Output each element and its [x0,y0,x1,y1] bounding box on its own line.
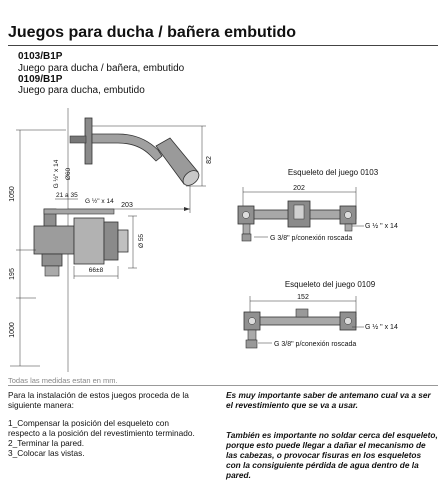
product-code-0103: 0103/B1P [18,51,63,62]
skeleton-0109-connection-label: G 3/8" p/conexión roscada [274,341,357,348]
skeleton-0109-connection [258,341,356,348]
skeleton-0109-thread [352,323,398,331]
dim-1000 [9,298,40,366]
product-code-0109: 0109/B1P [18,74,63,85]
bottom-divider [8,385,438,386]
important-warning: Es muy importante saber de antemano cual va a ser el revestimiento que se va a usar. [226,390,431,410]
skeleton-0103-connection [254,235,352,242]
shower-head [156,138,202,188]
install-intro: Para la instalación de estos juegos proceda de la siguiente manera: [8,390,189,410]
install-step: respecto a la posición del revestimiento terminado. [8,428,195,438]
measurement-note: Todas las medidas estan en mm. [8,376,118,385]
dim-66 [74,266,118,279]
dim-60-label: Ø60 [65,167,72,181]
skeleton-0103-label: Esqueleto del juego 0103 [287,168,379,177]
pipe-thread-label: G ½" x 14 [53,159,60,189]
install-step: 1_Compensar la posición del esqueleto con [8,418,169,428]
valve-body [34,218,128,276]
skeleton-0109-label: Esqueleto del juego 0109 [284,280,376,289]
product-desc-0103: Juego para ducha / bañera, embutido [18,63,185,74]
page-title: Juegos para ducha / bañera embutido [8,24,297,41]
dim-55-label: Ø 55 [138,233,145,249]
dim-1000-label: 1000 [9,322,16,338]
dim-195 [9,250,36,298]
skeleton-0103-thread-label: G ½ " x 14 [365,223,398,230]
shower-arm [70,118,162,164]
product-desc-0109: Juego para ducha, embutido [18,85,145,96]
dim-21-35-label: 21 a 35 [56,192,78,199]
welding-warning: También es importante no soldar cerca del esqueleto, porque esto puede llegar a dañar el mecanismo de las cabezas, o provocar fisuras en los esqueletos con la consiguiente pérdida de agua dentro de la pared. [226,430,438,480]
dim-66-label: 66±8 [88,267,104,274]
skeleton-0109-thread-label: G ½ " x 14 [365,324,398,331]
install-steps [8,418,218,458]
dim-202-label: 202 [293,185,305,192]
skeleton-0103-connection-label: G 3/8" p/conexión roscada [270,235,353,242]
install-step: 3_Colocar las vistas. [8,448,85,458]
dim-152-label: 152 [297,294,309,301]
dim-21-35 [55,192,78,199]
dim-82-label: 82 [206,156,213,164]
dim-55 [128,216,145,268]
dim-203-label: 203 [121,202,133,209]
pipe-thread-lower-label: G ½" x 14 [85,198,114,205]
skeleton-0103-thread [352,222,398,230]
dim-195-label: 195 [9,268,16,280]
dim-1050-label: 1050 [9,186,16,202]
install-step: 2_Terminar la pared. [8,438,85,448]
